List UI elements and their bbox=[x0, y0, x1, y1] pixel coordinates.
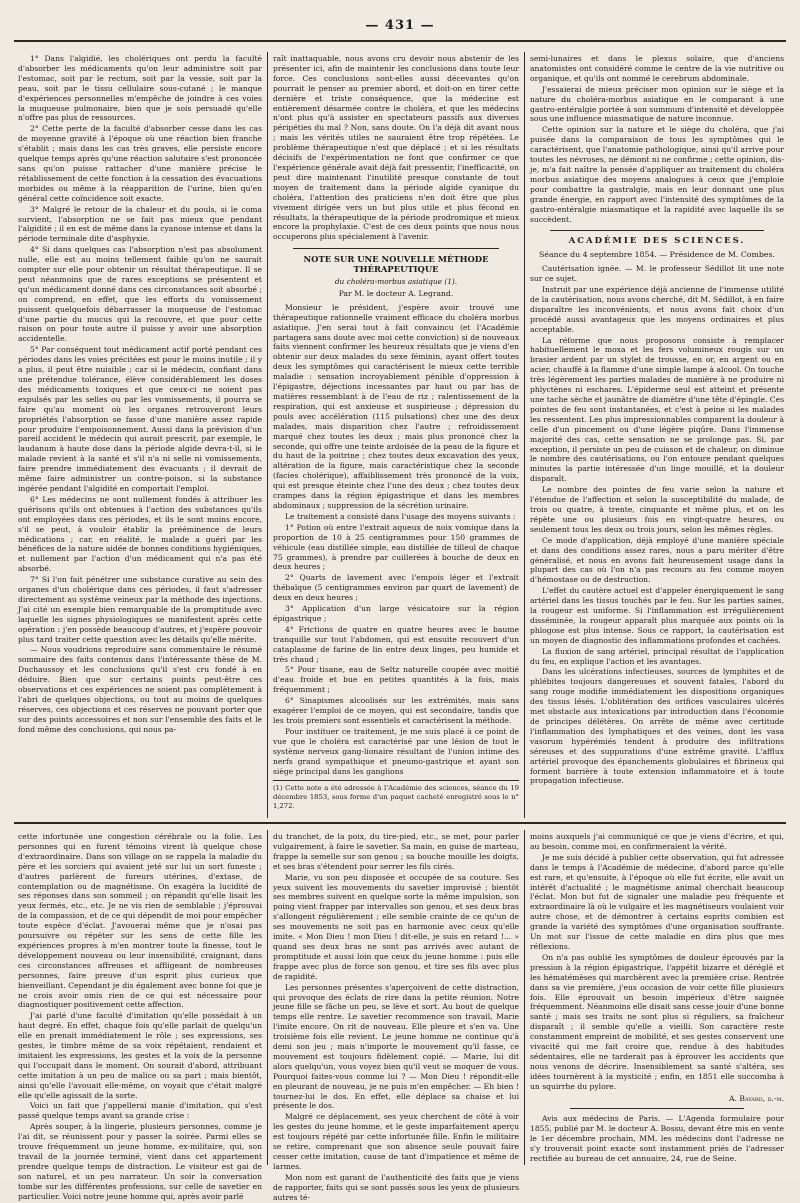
section-title: ACADÉMIE DES SCIENCES. bbox=[568, 236, 746, 247]
paragraph: Je me suis décidé à publier cette observation, qui fut adressée dans le temps à l'Académie de médecine, d'abord parce qu'elle est rare, et qu'ensuite, à l'époque où elle fut écrite, elle avait un intérêt d'actualité ; le magnétisme animal cherchait beaucoup l'éclat. Mon but fut de signaler une maladie peu fréquente et extraordinaire là où le vulgaire et les magnétiseurs voulaient voir autre chose, et de démontrer à certains esprits combien est grande la variété des symptômes d'une organisation souffrante. Un mot sur l'issue de cette maladie en dira plus que mes réflexions. bbox=[530, 852, 784, 951]
paragraph: 2° Cette perte de la faculté d'absorber cesse dans les cas de moyenne gravité à l'époque où une réaction bien franche s'établit ; mais dans les cas très graves, elle persiste encore quelque temps après qu'une réaction salutaire s'est prononcée sans qu'on puisse rattacher d'une manière précise le rétablissement de cette fonction à la cessation des évacuations morbides ou même à la réapparition de l'urine, bien qu'en général cette coïncidence soit exacte. bbox=[18, 124, 262, 203]
separator-rule bbox=[570, 1108, 744, 1109]
paragraph: 1° Dans l'algidié, les cholériques ont perdu la faculté d'absorber les médicaments qu'on leur administre soit par l'estomac, soit par le rectum, soit par la vessie, soit par la peau, soit par le tissu cellulaire sous-cutané ; le manque d'expériences personnelles m'empêche de joindre à ces voies la muqueuse pulmonaire, bien que je sois persuadé qu'elle n'offre pas plus de ressources. bbox=[18, 54, 262, 123]
paragraph: semi-lunaires et dans le plexus solaire, que d'anciens anatomistes ont considéré comme le centre de la vie nutritive ou organique, et qu'ils ont nommé le cerebrum abdominale. bbox=[530, 54, 784, 83]
paragraph: J'essaierai de mieux préciser mon opinion sur le siège et la nature du choléra-morbus asiatique en le comparant à une gastro-entéralgie portée à son summum d'intensité et développée sous une influence miasmatique de nature inconnue. bbox=[530, 84, 784, 124]
paragraph: 4° Si dans quelques cas l'absorption n'est pas absolument nulle, elle est au moins tellement faible qu'on ne saurait compter sur elle pour obtenir un résultat thérapeutique. Il se peut néanmoins que de rares exceptions se présentent et qu'un médicament donné dans ces circonstances soit absorbé ; on comprend, en effet, que les efforts du vomissement puissent quelquefois débarrasser la muqueuse de l'estomac d'une partie du mucus qui la recouvre, et que pour cette raison on pour toute autre il puisse y avoir une absorption accidentelle. bbox=[18, 245, 262, 344]
paragraph: Le nombre des pointes de feu varie selon la nature et l'étendue de l'affection et selon la susceptibilité du malade, de trois ou quatre, à trente, cinquante et même plus, et on les répète une ou plusieurs fois en vingt-quatre heures, ou seulement tous les deux ou trois jours, selon les mêmes règles. bbox=[530, 485, 784, 534]
paragraph: Instruit par une expérience déjà ancienne de l'immense utilité de la cautérisation, nous avons cherché, dit M. Sédillot, à en faire disparaître les inconvénients, et nous avons fait choix d'un procédé aussi avantageux que les moyens ordinaires et plus acceptable. bbox=[530, 285, 784, 334]
column-left-bottom bbox=[18, 832, 262, 1201]
paragraph: moins auxquels j'ai communiqué ce que je viens d'écrire, et qui, au besoin, comme moi, en confirmeraient la vérité. bbox=[530, 832, 784, 851]
paragraph: 1° Potion où entre l'extrait aqueux de noix vomique dans la proportion de 10 à 25 centigrammes pour 150 grammes de véhicule (eau distillée simple, eau distillée de tilleul de chaque 75 grammes), à prendre par cuillerées à bouche de deux en deux heures ; bbox=[273, 522, 519, 572]
column-divider bbox=[267, 52, 268, 818]
paragraph: On n'a pas oublié les symptômes de douleur éprouvés par la pression à la région épigastrique, l'appétit bizarre et déréglé et les hématémèses qui marchèrent avec la première crise. Rentrée dans sa vie première, j'eus occasion de voir cette fille plusieurs fois. Elle éprouvait un besoin impérieux d'être saignée fréquemment. Néanmoins elle disait sans cesse jouir d'une bonne santé ; mais ses traits ne sont plus si réguliers, sa fraîcheur disparaît ; il semble qu'elle a vieilli. Son caractère reste constamment empreint de mobilité, et ses gestes conservent une vivacité qui me fait croire que, rendue à des habitudes sédentaires, elle ne tarderait pas à éprouver les accidents que nous venons de décrire. Insensiblement sa santé s'altéra, ses idées tournèrent à la mysticité ; enfin, en 1851 elle succomba à un squirrhe du pylore. bbox=[530, 952, 784, 1091]
paragraph: Malgré ce déplacement, ses yeux cherchent de côté à voir les gestes du jeune homme, et le geste imparfaitement aperçu est toujours répété par cette infortunée fille. Enfin le militaire se retire, comprenant que son absence seule pouvait faire cesser cette imitation, cause de tant d'impatience et même de larmes. bbox=[273, 1112, 519, 1171]
header-rule bbox=[14, 40, 786, 42]
article-subtitle: du choléra-morbus asiatique (1). bbox=[334, 277, 458, 287]
paragraph: 6° Sinapismes alcoolisés sur les extrémités, mais sans exagérer l'emploi de ce moyen, qui est secondaire, tandis que les trois premiers sont essentiels et caractérisent la méthode. bbox=[273, 696, 519, 725]
paragraph: Mon nom est garant de l'authenticité des faits que je viens de rapporter, faits qui se sont passés sous les yeux de plusieurs autres té- bbox=[273, 1172, 519, 1202]
signature: A. Bayard, d.-m. bbox=[729, 1093, 784, 1103]
article-author: Par M. le docteur A. Legrand. bbox=[338, 288, 454, 298]
paragraph: 3° Malgré le retour de la chaleur et du pouls, si le coma survient, l'absorption ne se fait pas mieux que pendant l'algidité ; il en est de même dans la cyanose intense et dans la période terminale dite d'asphyxie. bbox=[18, 204, 262, 244]
section-divider bbox=[14, 822, 786, 824]
column-divider bbox=[524, 830, 525, 1165]
paragraph: 7° Si l'on fait pénétrer une substance curative au sein des organes d'un cholérique dans ces périodes, il faut s'adresser directement au système veineux par la méthode des injections. J'ai cité un exemple bien remarquable de la promptitude avec laquelle les signes physiologiques se manifestent après cette opération : j'en possède beaucoup d'autres, et j'espère pouvoir plus tard traiter cette question avec les détails qu'elle mérite. bbox=[18, 575, 262, 644]
paragraph: L'effet du cautère actuel est d'appeler énergiquement le sang artériel dans les tissus touchés par le feu. Sur les parties saines, la rougeur est uniforme. Si l'inflammation est irrégulièrement disséminée, la rougeur apparaît plus marquée aux points où la phlogose est plus intense. Sous ce rapport, la cautérisation est un moyen de diagnostic des inflammations profondes et cachées. bbox=[530, 586, 784, 645]
paragraph: du tranchet, de la poix, du tire-pied, etc., se met, pour parler vulgairement, à faire le savetier. Sa main, en guise de marteau, frappe la semelle sur son genou ; sa bouche mouille les doigts, et ses bras s'étendent pour serrer les fils cirés. bbox=[273, 832, 519, 871]
paragraph: Le traitement a consisté dans l'usage des moyens suivants : bbox=[285, 511, 516, 521]
paragraph: Marie, vu son peu disposée et occupée de sa couture. Ses yeux suivent les mouvements du savetier improvisé ; bientôt ses membres suivent en quelque sorte la même impulsion, son poing vient frapper par intervalles son genou, et ses deux bras s'allongent régulièrement ; elle semble crainte de ce qu'un de ses mouvements ne soit pas en harmonie avec ceux qu'elle imite. « Mon Dieu ! mon Dieu ! dit-elle, je suis en retard !... » quand ses deux bras ne sont pas arrivés avec autant de promptitude et aussi loin que ceux du jeune homme : puis elle frappe avec plus de force son genou, et tire ses fils avec plus de rapidité. bbox=[273, 872, 519, 981]
paragraph: Monsieur le président, j'espère avoir trouvé une thérapeutique rationnelle vraiment efficace du choléra morbus asiatique. J'en serai tout à fait convaincu (et l'Académie partagera sans doute avec moi cette conviction) si de nouveaux faits viennent confirmer les heureux résultats que je viens d'en obtenir sur deux malades du sexe féminin, ayant offert toutes deux les symptômes qui caractérisent le mieux cette terrible maladie : sensation incroyablement pénible d'oppression à l'épigastre, déjections incessantes par haut ou par bas de matières ressemblant à de l'eau de riz ; ralentissement de la respiration, qui est anxieuse et suspirieuse ; dépression du pouls avec accélération (115 pulsations) chez une des deux malades, mais disparition chez l'autre ; refroidissement marqué chez toutes les deux ; mais plus prononcé chez la seconde, qui offre une teinte ardoisée de la peau de la figure et du haut de la poitrine ; chez toutes deux excavation des yeux, altération de la figure, mais caractéristique chez la seconde (facies cholérique), affaiblissement très prononcé de la voix, qui est presque éteinte chez l'une des deux ; chez toutes deux crampes dans la région épigastrique et dans les membres abdominaux ; suppression de la sécrétion urinaire. bbox=[273, 302, 519, 510]
paragraph: Les personnes présentes s'aperçoivent de cette distraction, qui provoque des éclats de rire dans la petite réunion. Notre jeune fille se fâche un peu, se lève et sort. Au bout de quelque temps elle rentre. Le savetier recommence son travail, Marie l'imite encore. On rit de nouveau. Elle pleure et s'en va. Une troisième fois elle revient. Le jeune homme ne continue qu'à demi son jeu ; mais n'importe le mouvement qu'il fasse, ce mouvement est toujours fidèlement copié. — Marie, lui dit alors quelqu'un, vous voyez bien qu'il veut se moquer de vous. Pourquoi faites-vous comme lui ? — Mon Dieu ! répondit-elle en pleurant de nouveau, je ne puis m'en empêcher. — Eh bien ! tournez-lui le dos. En effet, elle déplace sa chaise et lui présente le dos. bbox=[273, 982, 519, 1111]
column-left-top bbox=[18, 54, 262, 818]
paragraph: — Nous voudrions reproduire sans commentaire le résumé sommaire des faits contenus dans l'intéressante thèse de M. Duchaussoy et les conclusions qu'il s'est cru fondé à en déduire. Bien que sur certains points peut-être ces observations et ces expériences ne soient pas complètement à l'abri de quelques objections, ou tout au moins de quelques réserves, ces objections et ces réserves ne pouvant porter que sur des points accessoires et non sur l'ensemble des faits et le fond même des conclusions, qui nous pa- bbox=[18, 645, 262, 734]
notice: Avis aux médecins de Paris. — L'Agenda formulaire pour 1855, publié par M. le docteur A. Bossu, devant être mis en vente le 1er décembre prochain, MM. les médecins dont l'adresse ne s'y trouverait point exacte sont instamment priés de l'adresser rectifiée au bureau de cet annuaire, 24, rue de Seine. bbox=[530, 1114, 784, 1164]
paragraph: Voici un fait que j'appellerai manie d'imitation, qui s'est passé quelque temps avant sa grande crise : bbox=[18, 1101, 262, 1121]
page-number: — 431 — bbox=[365, 18, 435, 33]
footnote: (1) Cette note a été adressée à l'Académie des sciences, séance du 19 décembre 1853, sous forme d'un paquet cacheté enregistré sous le n° 1,272. bbox=[273, 780, 519, 810]
paragraph: 3° Application d'un large vésicatoire sur la région épigastrique ; bbox=[273, 604, 519, 623]
column-right-top bbox=[530, 54, 784, 818]
paragraph: La fluxion de sang artériel, principal résultat de l'application du feu, en explique l'action et les avantages. bbox=[530, 646, 784, 666]
column-middle-bottom bbox=[273, 832, 519, 1202]
paragraph: 6° Les médecins ne sont nullement fondés à attribuer les guérisons qu'ils ont obtenues à l'action des substances qu'ils ont employées dans ces périodes, et ils le sont moins encore, s'il se peut, à vouloir établir la prééminence de leurs médications ; car, en réalité, le malade a guéri par les bénéfices de la nature aidée de bonnes conditions hygiéniques, et nullement par l'action d'un médicament qui n'a pas été absorbé. bbox=[18, 494, 263, 574]
article-title: NOTE SUR UNE NOUVELLE MÉTHODE THÉRAPEUTIQUE bbox=[303, 254, 489, 275]
session-line: Séance du 4 septembre 1854. — Présidence de M. Combes. bbox=[539, 250, 775, 260]
column-middle-top bbox=[273, 54, 519, 818]
paragraph: Cautérisation ignée. — M. le professeur Sédillot lit une note sur ce sujet. bbox=[530, 264, 784, 284]
paragraph: raît inattaquable, nous avons cru devoir nous abstenir de les présenter ici, afin de maintenir les conclusions dans toute leur force. Ces conclusions sont-elles aussi décevantes qu'on pourrait le penser au premier abord, et doit-on en tirer cette dernière et triste conséquence, que la médecine est entièrement désarmée contre le choléra, et que les médecins n'ont plus qu'à assister en spectateurs passifs aux diverses péripéties du mal ? Non, sans doute. On l'a déjà dit avant nous ; mais les vérités utiles ne sauraient être trop répétées. Le problème thérapeutique n'est que déplacé ; et si les résultats décisifs de l'expérimentation ne font que confirmer ce que l'expérience générale avait déjà fait pressentir, l'inefficacité, on peut dire maintenant l'inutilité presque constante de tout moyen de traitement dans la période algide cyanique du choléra, l'attention des praticiens n'en doit être que plus vivement dirigée vers un but plus utile et plus fécond en résultats, la thérapeutique de la période prodromique et mieux encore la prophylaxie. C'est de ces deux points que nous nous occuperons plus spécialement à l'avenir. bbox=[273, 54, 519, 242]
column-right-bottom bbox=[530, 832, 784, 1166]
paragraph: 5° Par conséquent tout médicament actif porté pendant ces périodes dans les voies précitées est pour le moins inutile ; il y a plus, il peut être nuisible ; car si le médecin, confiant dans une prétendue tolérance, élève considérablement les doses des médicaments toxiques et que ceux-ci ne soient pas expulsés par les selles ou par les vomissements, il pourra se faire qu'au moment où les organes retrouveront leurs propriétés l'absorption se fasse d'une manière assez rapide pour produire l'empoisonnement. Aussi dans la prévision d'un pareil accident le médecin qui aurait prescrit, par exemple, le laudanum à haute dose dans la période algide devra-t-il, si le malade revient à la santé et s'il n'a ni selle ni vomissements, faire prendre immédiatement des évacuants ; il devrait de même faire administrer un contre-poison, si la substance ingérée pendant l'algidité en comportait l'emploi. bbox=[18, 345, 262, 493]
paragraph: Ce mode d'application, déjà employé d'une manière spéciale et dans des conditions assez rares, nous a paru mériter d'être généralisé, et nous en avons fait heureusement usage dans la plupart des cas où l'on n'a pas recours au feu comme moyen d'hémostase ou de destruction. bbox=[530, 535, 784, 585]
paragraph: cette infortunée une congestion cérébrale ou la folie. Les personnes qui en furent témoins virent là quelque chose d'extraordinaire. Dans son village on se rappela la maladie du père et les sorciers qui avaient jeté sur lui un sort funeste ; d'autres parlèrent de fureurs utérines, d'extase, de contemplation ou de magnétisme. On exagéra la lucidité de ses réponses dans son sommeil ; on répandit qu'elle lisait les yeux fermés, etc., etc. Je ne vis rien de semblable ; j'éprouvai de la compassion, et de ce qui dépendit de moi pour empêcher toute espèce d'éclat. J'avouerai même que je n'osai pas poursuivre ou répéter sur les sens de cette fille les expériences propres à m'en montrer toute la finesse, tout le développement nouveau ou leur insensibilité, craignant, dans ces circonstances affreuses et affligeant de nombreuses personnes, faire preuve d'un esprit plus curieux que bienveillant. Cependant je dis également avec bonne foi que je ne crois avoir omis rien de ce qui est nécessaire pour diagnostiquer positivement cette affection. bbox=[18, 832, 262, 1010]
paragraph: Pour instituer ce traitement, je me suis placé à ce point de vue que le choléra est caractérisé par une lésion de tout le système nerveux gang-lionaire résultant de l'union intime des nerfs grand sympathique et pneumo-gastrique et ayant son siège principal dans les ganglions bbox=[273, 726, 519, 776]
separator-rule bbox=[550, 230, 764, 231]
paragraph: 2° Quarts de lavement avec l'empois léger et l'extrait thébaïque (5 centigrammes environ par quart de lavement) de deux en deux heures ; bbox=[273, 573, 519, 603]
paragraph: La réforme que nous proposons consiste à remplacer habituellement le moxa et les fers volumineux rougis sur un brasier ardent par un stylet de trousse, en or, en argent ou en acier, chauffé à la flamme d'une simple lampe à alcool. On touche très légèrement les parties malades de manière à ne produire ni phlyctènes ni eschares. L'épiderme seul est atteint et présente une tache sèche et jaunâtre de diamètre d'une tête d'épingle. Ces pointes de feu sont instantanées, et c'est à peine si les malades les ressentent. Les plus impressionnables comparent la douleur à celle d'un pincement ou d'une légère piqûre. Dans l'immense majorité des cas, cette sensation ne se prolonge pas. Si, par exception, il persiste un peu de cuisson et de chaleur, on diminue le nombre des cautérisations, ou l'on entoure pendant quelques minutes la partie intéressée d'un linge mouillé, et la douleur disparaît. bbox=[530, 335, 784, 484]
separator-rule bbox=[293, 248, 499, 249]
paragraph: Cette opinion sur la nature et le siège du choléra, que j'ai puisée dans la comparaison de tous les symptômes qui le caractérisent, que l'anatomie pathologique, ainsi qu'il arrive pour toutes les névroses, ne démont ni ne confirme ; cette opinion, dis-je, m'a fait naître la pensée d'appliquer au traitement du choléra morbus asiatique des moyens analogues à ceux que j'emploie pour combattre la gastralgie, mais en leur donnant une plus grande énergie, en rapport avec l'intensité des symptômes de la gastro-entéralgie miasmatique et la rapidité avec laquelle ils se succèdent. bbox=[530, 125, 784, 224]
paragraph: Après souper, à la lingerie, plusieurs personnes, comme je l'ai dit, se réunissent pour y passer la soirée. Parmi elles se trouve fréquemment un jeune homme, ex-militaire, qui, son travail de la journée terminé, vient dans cet appartement prendre quelque temps de distraction. Le visiteur est gai de son naturel, et un peu narrateur. Un soir la conversation tombe sur les différentes professions, sur celle de savetier en particulier. Voici notre jeune homme qui, après avoir parlé bbox=[18, 1122, 262, 1201]
column-divider bbox=[524, 52, 525, 818]
paragraph: 4° Frictions de quatre en quatre heures avec le baume tranquille sur tout l'abdomen, qui est ensuite recouvert d'un cataplasme de farine de lin entre deux linges, peu humide et très chaud ; bbox=[273, 624, 519, 664]
paragraph: 5° Pour tisane, eau de Seltz naturelle coupée avec moitié d'eau froide et bue en petites quantités à la fois, mais fréquemment ; bbox=[273, 665, 519, 695]
paragraph: J'ai parlé d'une faculté d'imitation qu'elle possédait à un haut degré. En effet, chaque fois qu'elle parlait de quelqu'un elle en prenait immédiatement le rôle ; ses expressions, ses gestes, le timbre même de sa voix répétaient, rendaient et imitaient les expressions, les gestes et la voix de la personne qui l'occupait dans le moment. On sourait d'abord, attribuant cette imitation à un peu de malice ou sa part ; mais bientôt, ainsi qu'elle l'avouait elle-même, on voyait que c'était malgré elle qu'elle agissait de la sorte. bbox=[18, 1011, 262, 1100]
paragraph: Dans les ulcérations infectieuses, sources de lymphites et de phlébites toujours dangereuses et souvent fatales, l'abord du sang rouge modifie immédiatement les dispositions organiques des tissus lésés. L'oblitération des orifices vasculaires ulcérés met obstacle aux intoxications par introduction dans l'économie de principes délétères. On arrête de même avec certitude l'inflammation des lymphatiques et des veines, dont les vasa vasorum hypérémiés tendent à produire des infiltrations séreuses et des suppurations d'une extrême gravité. L'afflux artériel provoque des épanchements globulaires et fibrineux qui forment barrière à toute extension inflammatoire et à toute propagation infectieuse. bbox=[530, 667, 784, 786]
column-divider bbox=[267, 830, 268, 1165]
